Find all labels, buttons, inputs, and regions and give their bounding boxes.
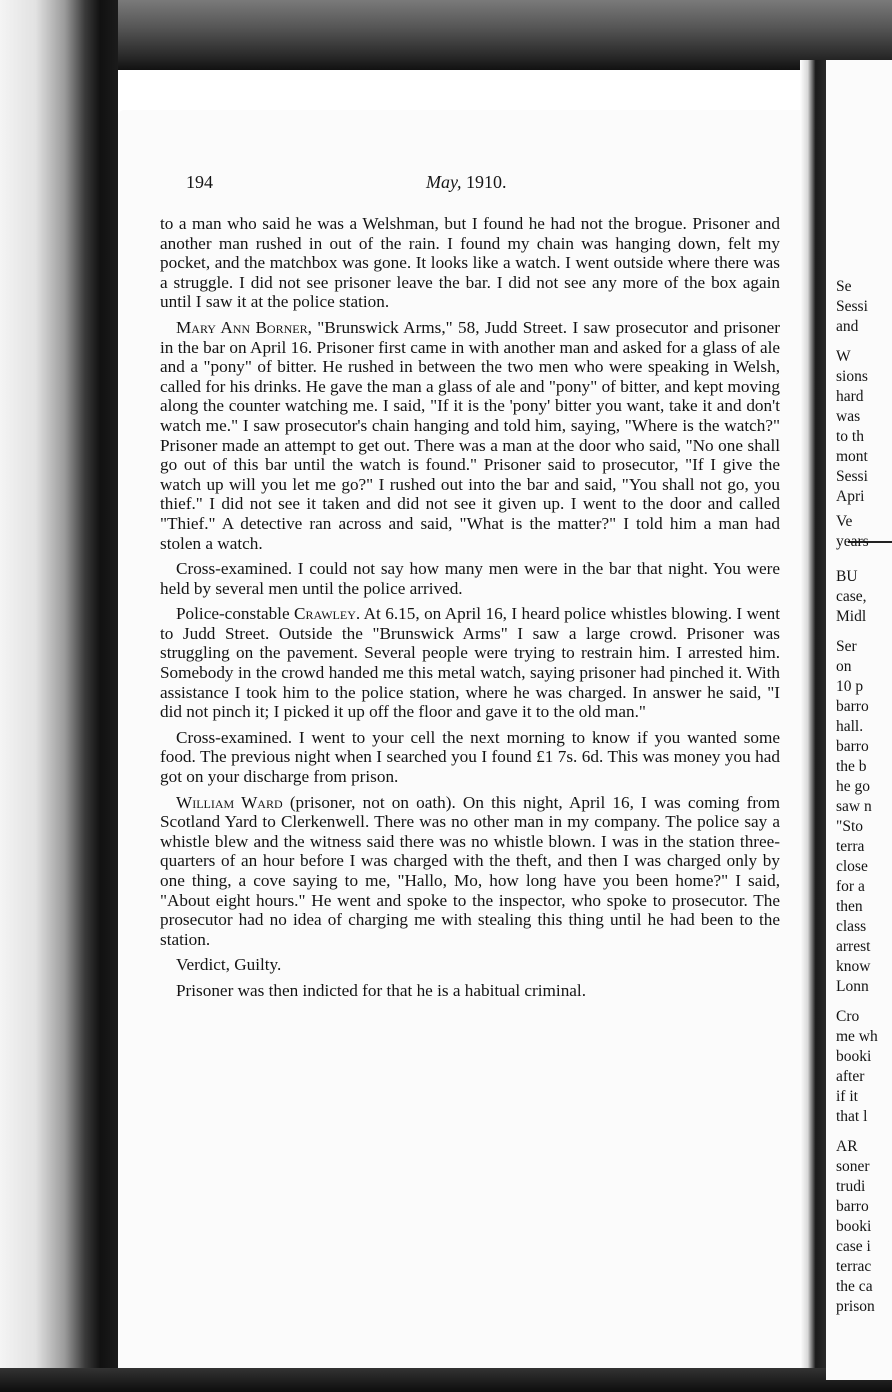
paragraph-borner: [160, 318, 780, 553]
running-head: [426, 172, 507, 193]
right-page-line: me wh: [836, 1028, 878, 1045]
book-spine: [800, 60, 826, 1380]
crawley-testimony: . At 6.15, on April 16, I heard police whistles blowing. I went to Judd Street. Outside the "Brunswick Arms" I saw a large crowd. Prisoner was struggling on the pavement. Several people were trying to restrain him. I arrested him. Somebody in the crowd handed me this metal watch, saying prisoner had pinched it. With assistance I took him to the police station, where he was charged. In answer he said, "I did not pinch it; I picked it up off the floor and gave it to the old man.": [160, 604, 781, 722]
right-page-line: "Sto: [836, 818, 864, 835]
right-page-line: case,: [836, 588, 867, 605]
right-page-line: after: [836, 1068, 865, 1085]
witness-name-crawley: Crawley: [294, 604, 356, 624]
ward-statement: (prisoner, not on oath). On this night, April 16, I was coming from Scotland Yard to Clerkenwell. There was no other man in my company. The police say a whistle blew and the witness said there was no whistle blown. I was in the station three-quarters of an hour before I was charged with the theft, and then I was charged only by one thing, a cove saying to me, "Hallo, Mo, how long have you been home?" I said, "About eight hours." He went and spoke to the inspector, who spoke to prosecutor. The prosecutor had no idea of charging me with stealing this thing until he had been to the station.: [160, 792, 780, 949]
right-page-line: arrest: [836, 938, 871, 955]
page-header: [186, 172, 786, 200]
right-page-line: the b: [836, 758, 867, 775]
borner-testimony: "Brunswick Arms," 58, Judd Street. I saw prosecutor and prisoner in the bar on April 16. Prisoner first came in with another man and asked for a glass of ale and a "pony" of bitter. He rushed in between the two men who were speaking in Welsh, called for his drinks. He gave the man a glass of ale and "pony" of bitter, and kept moving along the counter watching me. I said, "If it is the 'pony' bitter you want, take it and don't watch me." I saw prosecutor's chain hanging and told him, saying, "Where is the watch?" Prisoner made an attempt to get out. There was a man at the door who said, "No one shall go out of this bar until the watch is found." Prisoner said to prosecutor, "If I give the watch up will you let me go?" I rushed out into the bar and said, "You shall not go, you thief." I did not see it taken and did not see it given up. I went to the door and called "Thief." A detective ran across and said, "What is the matter?" I told him a man had stolen a watch.: [160, 317, 780, 553]
paragraph-cross-examined-2: Cross-examined. I went to your cell the next morning to know if you wanted some food. The previous night when I searched you I found £1 7s. 6d. This was money you had got on your discharge from prison.: [160, 727, 780, 787]
right-page-line: the ca: [836, 1278, 873, 1295]
right-page-line: Apri: [836, 488, 865, 505]
right-page-line: Sessi: [836, 298, 868, 315]
running-head-month: May,: [426, 172, 462, 192]
right-page-line: on: [836, 658, 852, 675]
right-page-line: class: [836, 918, 867, 935]
right-page-line: know: [836, 958, 871, 975]
right-page-line: Ve: [836, 513, 853, 530]
prisoner-name-ward: William Ward: [176, 792, 283, 812]
right-page-line: 10 p: [836, 678, 864, 695]
right-page-line: booki: [836, 1048, 872, 1065]
right-page-line: barro: [836, 1198, 869, 1215]
right-page-line: soner: [836, 1158, 870, 1175]
right-page-line: W: [836, 348, 851, 365]
right-page-line: Se: [836, 278, 852, 295]
right-page-line: BU: [836, 568, 858, 585]
crawley-rank: Police-constable: [176, 604, 290, 624]
paragraph-crawley: [160, 604, 780, 722]
right-page-line: case i: [836, 1238, 871, 1255]
right-page-line: prison: [836, 1298, 875, 1315]
right-page-line: booki: [836, 1218, 872, 1235]
right-page-line: Lonn: [836, 978, 869, 995]
right-page-line: sions: [836, 368, 868, 385]
right-page-line: years: [836, 533, 869, 550]
paragraph-verdict: Verdict, Guilty.: [176, 955, 282, 975]
running-head-year: 1910.: [466, 172, 507, 192]
right-page-line: barro: [836, 738, 869, 755]
right-page-line: to th: [836, 428, 864, 445]
paragraph-continued: to a man who said he was a Welshman, but I found he had not the brogue. Prisoner and another man rushed in out of the rain. I found my chain was hanging down, felt my pocket, and the matchbox was gone. It looks like a watch. I went outside where there was a struggle. I did not see prisoner leave the bar. I did not see any more of the box again until I saw it at the police station.: [160, 214, 780, 312]
right-page-line: terra: [836, 838, 865, 855]
right-page-line: hall.: [836, 718, 864, 735]
right-page-line: that l: [836, 1108, 868, 1125]
paragraph-cross-examined-1: Cross-examined. I could not say how many men were in the bar that night. You were held by several men until the police arrived.: [160, 559, 780, 598]
right-page-line: AR: [836, 1138, 858, 1155]
right-page-fragment: [826, 60, 892, 1380]
right-page-line: Sessi: [836, 468, 868, 485]
page-body: [160, 214, 780, 1001]
paragraph-ward: [160, 793, 780, 950]
right-page-line: close: [836, 858, 868, 875]
right-page-line: Midl: [836, 608, 867, 625]
scan-left-edge: [0, 0, 118, 1392]
right-page-line: then: [836, 898, 863, 915]
right-page-line: was: [836, 408, 861, 425]
page-number: 194: [186, 172, 213, 192]
right-page-line: terrac: [836, 1258, 872, 1275]
right-page-line: and: [836, 318, 859, 335]
paragraph-indictment: Prisoner was then indicted for that he is a habitual criminal.: [176, 980, 586, 1000]
right-page-line: he go: [836, 778, 871, 795]
right-page-line: Ser: [836, 638, 857, 655]
witness-name-borner: Mary Ann Borner,: [176, 317, 312, 337]
right-page-line: hard: [836, 388, 864, 405]
scan-top-shadow: [0, 0, 892, 70]
right-page-line: for a: [836, 878, 865, 895]
right-page-line: Cro: [836, 1008, 860, 1025]
right-page-line: trudi: [836, 1178, 866, 1195]
right-page-line: mont: [836, 448, 868, 465]
right-page-line: if it: [836, 1088, 858, 1105]
right-page-line: barro: [836, 698, 869, 715]
scan-bottom-shadow: [0, 1368, 892, 1392]
right-page-line: saw n: [836, 798, 872, 815]
